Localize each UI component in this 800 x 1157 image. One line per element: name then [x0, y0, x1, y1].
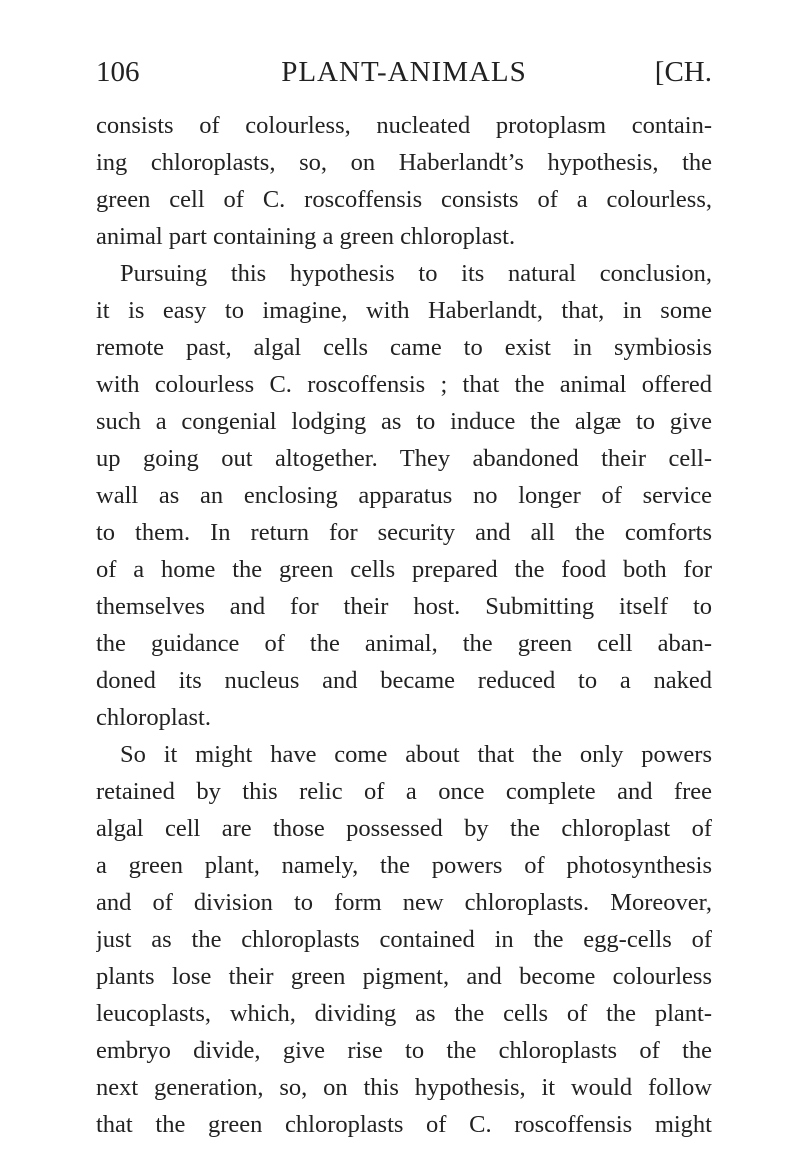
text-line: green cell of C. roscoffensis consists of a colourless, [96, 186, 712, 213]
text-line: it is easy to imagine, with Haberlandt, that, in some [96, 297, 712, 324]
text-line: such a congenial lodging as to induce the algæ to give [96, 408, 712, 435]
text-line: a green plant, namely, the powers of photosynthesis [96, 852, 712, 879]
text-line: chloroplast. [96, 704, 211, 731]
text-line: embryo divide, give rise to the chloroplasts of the [96, 1037, 712, 1064]
text-line: just as the chloroplasts contained in the egg-cells of [96, 926, 712, 953]
text-line: plants lose their green pigment, and become colourless [96, 963, 712, 990]
text-line: So it might have come about that the only powers [120, 741, 712, 768]
text-line: retained by this relic of a once complete and free [96, 778, 712, 805]
text-line: of a home the green cells prepared the food both for [96, 556, 712, 583]
text-line: remote past, algal cells came to exist in symbiosis [96, 334, 712, 361]
text-line: to them. In return for security and all the comforts [96, 519, 712, 546]
text-line: up going out altogether. They abandoned their cell- [96, 445, 712, 472]
text-line: the guidance of the animal, the green cell aban- [96, 630, 712, 657]
text-line: animal part containing a green chloroplast. [96, 223, 516, 250]
text-line: themselves and for their host. Submitting itself to [96, 593, 712, 620]
text-line: that the green chloroplasts of C. roscoffensis might [96, 1111, 712, 1138]
text-line: Pursuing this hypothesis to its natural conclusion, [120, 260, 712, 287]
text-line: and of division to form new chloroplasts. Moreover, [96, 889, 712, 916]
running-title: PLANT-ANIMALS [281, 56, 527, 88]
text-line: algal cell are those possessed by the chloroplast of [96, 815, 712, 842]
text-line: leucoplasts, which, dividing as the cells of the plant- [96, 1000, 712, 1027]
running-head [96, 52, 712, 92]
chapter-marker: [CH. [654, 56, 712, 88]
text-line: wall as an enclosing apparatus no longer of service [96, 482, 712, 509]
page-number: 106 [96, 56, 140, 88]
text-line: doned its nucleus and became reduced to a naked [96, 667, 712, 694]
body-text [96, 107, 712, 1143]
text-line: with colourless C. roscoffensis ; that the animal offered [96, 371, 712, 398]
text-line: ing chloroplasts, so, on Haberlandt’s hypothesis, the [96, 149, 712, 176]
text-line: consists of colourless, nucleated protoplasm contain- [96, 112, 712, 139]
text-line: next generation, so, on this hypothesis, it would follow [96, 1074, 712, 1101]
